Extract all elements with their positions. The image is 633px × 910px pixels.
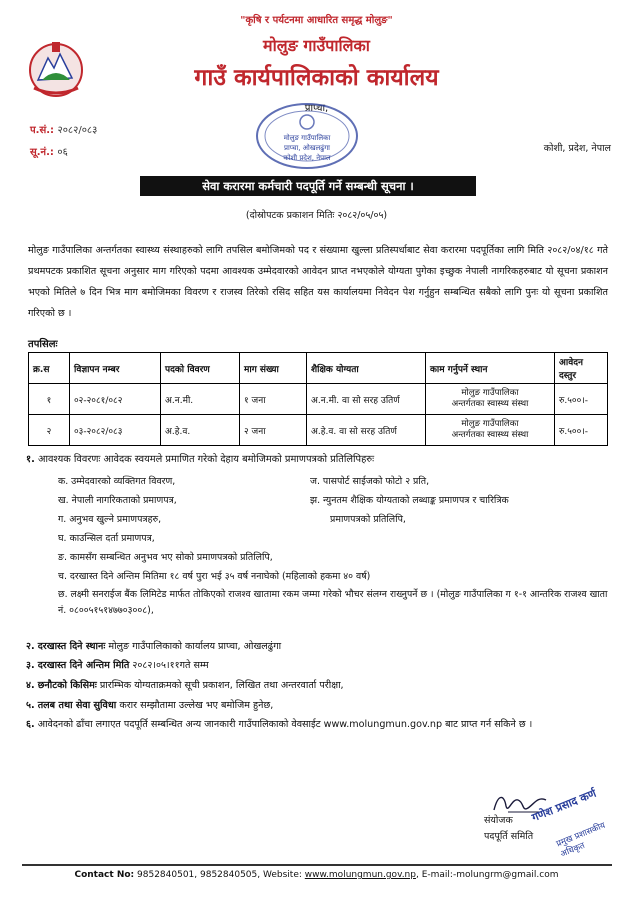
numbered-item-number: ४. (26, 680, 35, 691)
motto: "कृषि र पर्यटनमा आधारित समृद्ध मोलुङ" (240, 15, 393, 26)
signatory-stamp-name: गणेश प्रसाद कर्ण (530, 786, 599, 825)
cell-place-line2: अन्तर्गतका स्वास्थ्य संस्था (451, 399, 529, 409)
office-stamp-icon (252, 100, 362, 172)
footer-contact-label: Contact No: (74, 870, 135, 880)
cell-place (426, 384, 555, 415)
col-header-qualification: शैक्षिक योग्यता (307, 353, 426, 384)
stamp-line2: प्राप्चा, ओखलढुंगा (284, 144, 330, 152)
requirement-kha: ख. नेपाली नागरिकताको प्रमाणपत्र, (58, 495, 177, 506)
stamp-line3: कोशी प्रदेश, नेपाल (283, 154, 331, 162)
requirement-jha-line2: प्रमाणपत्रको प्रतिलिपि, (330, 514, 406, 525)
numbered-item-label: दरखास्त दिने स्थानः (37, 641, 106, 652)
numbered-item-4 (26, 677, 616, 694)
footer-contact (0, 870, 633, 880)
numbered-item-6 (26, 716, 616, 733)
cell-qualification: अ.हे.व. वा सो सरह उतिर्ण (307, 415, 426, 446)
cell-sn: १ (29, 384, 70, 415)
table-label: तपसिलः (28, 339, 58, 350)
notice-body: मोलुङ गाउँपालिका अन्तर्गतका स्वास्थ्य संस्थाहरुको लागि तपसिल बमोजिमको पद र संख्यामा खुल्ला प्रतिस्पर्धाबाट सेवा करारमा पदपूर्तिका लागि मिति २०८२/०४/१८ गते प्रथमपटक प्रकाशित सूचना अनुसार माग गरिएको पदमा आवश्यक उम्मेदवारको आवेदन प्राप्त नभएकोले योग्यता पुगेका इच्छुक नेपाली नागरिकहरुबाट यो सूचना प्रकाशन भएको मितिले ७ दिन भित्र माग बमोजिमका विवरण र राजस्व तिरेको रसिद सहित यस कार्यालयमा निवेदन पेश गर्नुहुन सम्बन्धित सबैको लागि पुनः यो सूचना प्रकाशित गरिएको छ । (28, 245, 608, 319)
signatory-role: संयोजक (484, 815, 513, 826)
office-place: प्राप्चा, (304, 103, 329, 114)
requirement-ga: ग. अनुभव खुल्ने प्रमाणपत्रहरु, (58, 514, 162, 525)
requirements-number: १. (26, 454, 35, 465)
requirement-ja: ज. पासपोर्ट साईजको फोटो २ प्रति, (310, 476, 430, 487)
numbered-item-label: छनौटको किसिमः (37, 680, 97, 691)
footer-contact-numbers: 9852840501, 9852840505, (137, 870, 261, 880)
numbered-item-text: २०८२।०५।११गते सम्म (132, 660, 209, 671)
numbered-item-number: ५. (26, 700, 35, 711)
numbered-item-number: ६. (26, 719, 35, 730)
municipality-name: मोलुङ गाउँपालिका (263, 36, 370, 55)
numbered-item-number: २. (26, 641, 35, 652)
table-header-row (29, 353, 608, 384)
numbered-item-label: दरखास्त दिने अन्तिम मिति (37, 660, 130, 671)
numbered-item-label: तलब तथा सेवा सुविधा (37, 700, 117, 711)
cell-ad-number: ०२-२०८१/०८२ (70, 384, 161, 415)
cell-count: २ जना (240, 415, 307, 446)
province-address: कोशी, प्रदेश, नेपाल (543, 143, 611, 154)
cell-place-line1: मोलुङ गाउँपालिका (461, 419, 519, 429)
signatory-stamp-title: प्रमुख प्रशासकीय अधिकृत (555, 820, 607, 860)
numbered-item-text: करार सम्झौतामा उल्लेख भए बमोजिम हुनेछ, (119, 700, 274, 711)
numbered-item-text: मोलुङ गाउँपालिकाको कार्यालय प्राप्चा, ओखलढुंगा (108, 641, 282, 652)
stamp-line1: मोलुङ गाउँपालिका (283, 134, 331, 142)
reference-label: प.सं.: (30, 125, 55, 136)
notice-title: सेवा करारमा कर्मचारी पदपूर्ति गर्ने सम्बन्धी सूचना । (140, 176, 476, 196)
cell-post: अ.हे.व. (161, 415, 240, 446)
col-header-ad-number: विज्ञापन नम्बर (70, 353, 161, 384)
vacancy-table (28, 352, 608, 446)
numbered-item-2 (26, 638, 616, 655)
requirement-cha: च. दरखास्त दिने अन्तिम मितिमा १८ वर्ष पुरा भई ३५ वर्ष ननाघेको (महिलाको हकमा ४० वर्ष) (58, 571, 371, 582)
office-name: गाउँ कार्यपालिकाको कार्यालय (194, 65, 439, 91)
numbered-item-text: प्रारम्भिक योग्यताक्रमको सूची प्रकाशन, लिखित तथा अन्तरवार्ता परीक्षा, (99, 680, 344, 691)
footer-email-label: , E-mail: (415, 870, 453, 880)
cell-ad-number: ०३-२०८२/०८३ (70, 415, 161, 446)
table-row (29, 384, 608, 415)
notice-subtitle: (दोस्रोपटक प्रकाशन मितिः २०८२/०५/०५) (245, 210, 388, 221)
table-row (29, 415, 608, 446)
numbered-item-text: आवेदनको ढाँचा लगाएत पदपूर्ति सम्बन्धित अन्य जानकारी गाउँपालिकाको वेवसाईट www.molungmun.gov.np बाट प्राप्त गर्न सकिने छ । (37, 719, 533, 730)
reference-value: २०८२/०८३ (57, 125, 98, 136)
cell-place-line1: मोलुङ गाउँपालिका (461, 388, 519, 398)
requirements-heading (26, 452, 374, 465)
numbered-item-number: ३. (26, 660, 35, 671)
requirements-heading-text: आवश्यक विवरणः आवेदक स्वयमले प्रमाणित गरेको देहाय बमोजिमको प्रमाणपत्रको प्रतिलिपिहरुः (37, 454, 375, 465)
col-header-post: पदको विवरण (161, 353, 240, 384)
col-header-count: माग संख्या (240, 353, 307, 384)
cell-sn: २ (29, 415, 70, 446)
signatory-committee: पदपूर्ति समिति (484, 831, 534, 842)
requirement-ka: क. उम्मेदवारको व्यक्तिगत विवरण, (58, 476, 176, 487)
col-header-fee: आवेदन दस्तुर (555, 353, 608, 384)
cell-count: १ जना (240, 384, 307, 415)
dispatch-number (30, 144, 68, 158)
requirement-nga: ङ. कामसँग सम्बन्धित अनुभव भए सोको प्रमाणपत्रको प्रतिलिपि, (58, 552, 273, 563)
cell-qualification: अ.न.मी. वा सो सरह उतिर्ण (307, 384, 426, 415)
footer-email-link[interactable]: -molungrm@gmail.com (452, 870, 559, 880)
requirement-chha: छ. लक्ष्मी सनराईज बैंक लिमिटेड मार्फत तोकिएको राजश्व खातामा रकम जम्मा गरेको भौचर संलग्न राख्नुपर्ने छ । (मोलुङ गाउँपालिका ग १-१ आन्तरिक राजश्व खाता नं. ०८००५१५१४७७०३००८), (58, 589, 608, 616)
col-header-place: काम गर्नुपर्ने स्थान (426, 353, 555, 384)
requirement-gha: घ. काउन्सिल दर्ता प्रमाणपत्र, (58, 533, 155, 544)
cell-fee: रु.५००।- (555, 415, 608, 446)
reference-number (30, 122, 97, 136)
numbered-item-3 (26, 657, 616, 674)
col-header-sn: क्र.स (29, 353, 70, 384)
cell-post: अ.न.मी. (161, 384, 240, 415)
cell-fee: रु.५००।- (555, 384, 608, 415)
footer-website-label: Website: (263, 870, 302, 880)
footer-website-link[interactable]: www.molungmun.gov.np (304, 870, 416, 880)
dispatch-value: ०६ (57, 147, 68, 158)
cell-place (426, 415, 555, 446)
footer-divider (22, 864, 612, 866)
numbered-item-5 (26, 697, 616, 714)
cell-place-line2: अन्तर्गतका स्वास्थ्य संस्था (451, 430, 529, 440)
dispatch-label: सू.नं.: (30, 147, 54, 158)
requirement-jha-line1: झ. न्युनतम शैक्षिक योग्यताको लब्धाङ्क प्रमाणपत्र र चारित्रिक (310, 495, 509, 506)
